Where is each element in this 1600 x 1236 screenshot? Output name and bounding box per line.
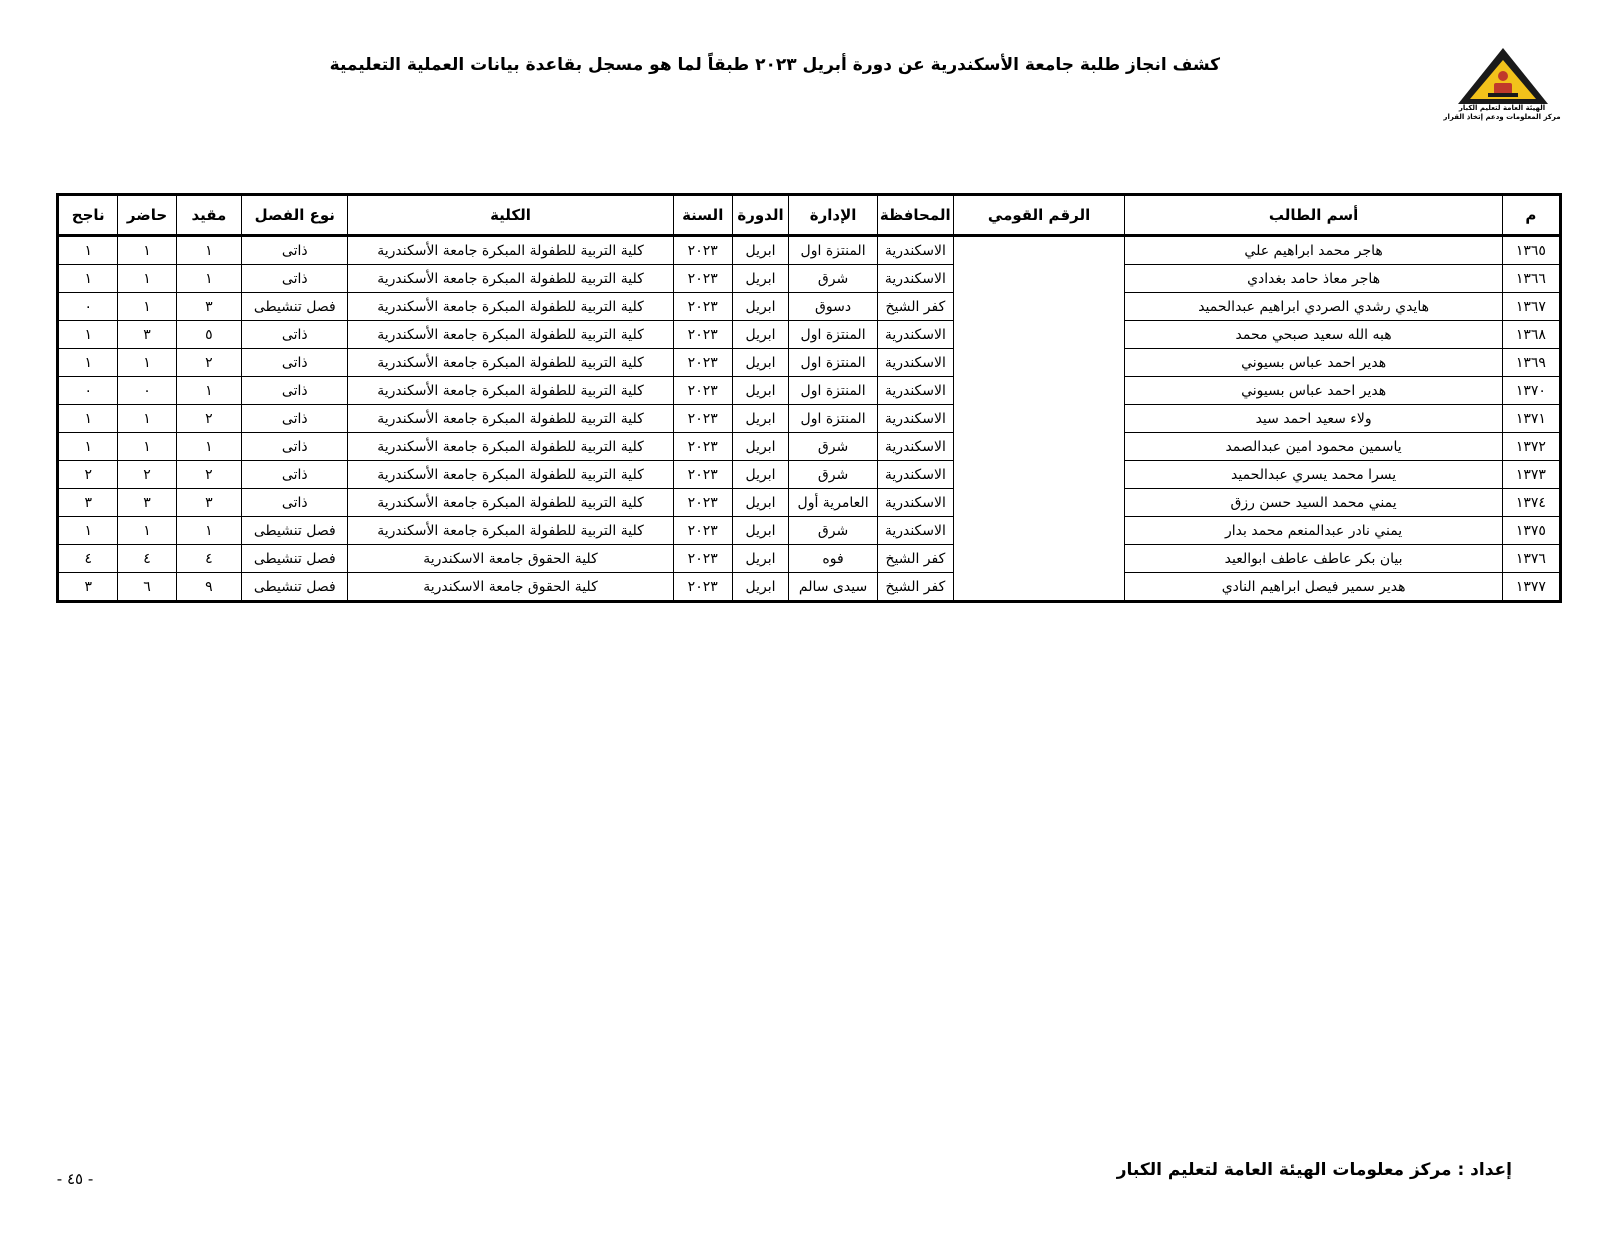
cell-college: كلية التربية للطفولة المبكرة جامعة الأسكندرية [348,405,673,433]
cell-class-type: ذاتى [242,349,348,377]
cell-administration: شرق [789,265,878,293]
cell-session: ابريل [732,405,788,433]
cell-passed: ١ [58,433,118,461]
cell-national-id [953,377,1125,405]
cell-serial: ١٣٦٥ [1502,236,1560,265]
cell-governorate: الاسكندرية [878,461,954,489]
cell-governorate: الاسكندرية [878,433,954,461]
cell-session: ابريل [732,321,788,349]
cell-governorate: الاسكندرية [878,517,954,545]
header-registered: مقيد [176,195,241,236]
cell-administration: المنتزة اول [789,236,878,265]
cell-present: ٦ [118,573,176,602]
header-session: الدورة [732,195,788,236]
table-row [58,461,1561,489]
cell-administration: العامرية أول [789,489,878,517]
cell-serial: ١٣٧٢ [1502,433,1560,461]
cell-serial: ١٣٧٤ [1502,489,1560,517]
cell-class-type: ذاتى [242,265,348,293]
cell-student-name: يمني نادر عبدالمنعم محمد بدار [1125,517,1502,545]
table-row [58,293,1561,321]
cell-governorate: كفر الشيخ [878,293,954,321]
cell-class-type: ذاتى [242,405,348,433]
cell-administration: دسوق [789,293,878,321]
cell-passed: ١ [58,236,118,265]
cell-registered: ٥ [176,321,241,349]
header-national-id: الرقم القومي [953,195,1125,236]
cell-student-name: ياسمين محمود امين عبدالصمد [1125,433,1502,461]
cell-registered: ٣ [176,293,241,321]
cell-present: ١ [118,517,176,545]
cell-serial: ١٣٦٦ [1502,265,1560,293]
cell-registered: ١ [176,517,241,545]
table-row [58,517,1561,545]
table-row [58,321,1561,349]
cell-class-type: فصل تنشيطى [242,573,348,602]
cell-class-type: فصل تنشيطى [242,293,348,321]
header-governorate: المحافظة [878,195,954,236]
footer-credit: إعداد : مركز معلومات الهيئة العامة لتعليم الكبار [1116,1160,1512,1180]
cell-college: كلية التربية للطفولة المبكرة جامعة الأسكندرية [348,265,673,293]
cell-registered: ٤ [176,545,241,573]
cell-student-name: هبه الله سعيد صبحي محمد [1125,321,1502,349]
cell-administration: المنتزة اول [789,377,878,405]
cell-passed: ٣ [58,489,118,517]
table-header-row [58,195,1561,236]
cell-college: كلية التربية للطفولة المبكرة جامعة الأسكندرية [348,461,673,489]
cell-year: ٢٠٢٣ [673,461,732,489]
cell-passed: ٠ [58,293,118,321]
cell-college: كلية التربية للطفولة المبكرة جامعة الأسكندرية [348,293,673,321]
cell-passed: ١ [58,349,118,377]
table-row [58,265,1561,293]
cell-student-name: هاجر محمد ابراهيم علي [1125,236,1502,265]
cell-serial: ١٣٦٩ [1502,349,1560,377]
cell-serial: ١٣٧٦ [1502,545,1560,573]
cell-student-name: ولاء سعيد احمد سيد [1125,405,1502,433]
cell-college: كلية التربية للطفولة المبكرة جامعة الأسكندرية [348,489,673,517]
cell-serial: ١٣٧٠ [1502,377,1560,405]
cell-registered: ١ [176,236,241,265]
cell-session: ابريل [732,377,788,405]
table-row [58,236,1561,265]
page-number: - ٤٥ - [56,1170,94,1188]
cell-present: ٠ [118,377,176,405]
cell-registered: ٢ [176,349,241,377]
cell-session: ابريل [732,349,788,377]
cell-administration: المنتزة اول [789,321,878,349]
table-row [58,349,1561,377]
header-serial: م [1502,195,1560,236]
cell-present: ٣ [118,321,176,349]
header-year: السنة [673,195,732,236]
cell-present: ١ [118,236,176,265]
cell-registered: ٢ [176,461,241,489]
cell-year: ٢٠٢٣ [673,349,732,377]
cell-year: ٢٠٢٣ [673,377,732,405]
cell-serial: ١٣٦٧ [1502,293,1560,321]
cell-college: كلية التربية للطفولة المبكرة جامعة الأسكندرية [348,349,673,377]
cell-present: ١ [118,433,176,461]
header-class-type: نوع الفصل [242,195,348,236]
cell-session: ابريل [732,545,788,573]
cell-student-name: بيان بكر عاطف عاطف ابوالعيد [1125,545,1502,573]
cell-national-id [953,545,1125,573]
cell-present: ٣ [118,489,176,517]
cell-session: ابريل [732,433,788,461]
cell-administration: شرق [789,461,878,489]
cell-national-id [953,349,1125,377]
cell-governorate: الاسكندرية [878,236,954,265]
cell-class-type: ذاتى [242,489,348,517]
cell-governorate: الاسكندرية [878,265,954,293]
cell-session: ابريل [732,293,788,321]
cell-administration: المنتزة اول [789,405,878,433]
cell-year: ٢٠٢٣ [673,405,732,433]
cell-year: ٢٠٢٣ [673,517,732,545]
cell-passed: ١ [58,405,118,433]
cell-college: كلية التربية للطفولة المبكرة جامعة الأسكندرية [348,433,673,461]
cell-passed: ١ [58,517,118,545]
cell-national-id [953,236,1125,265]
cell-student-name: هدير احمد عباس بسيوني [1125,377,1502,405]
logo-caption-line1: الهيئة العامة لتعليم الكبار [1458,104,1546,112]
cell-administration: شرق [789,433,878,461]
cell-present: ٢ [118,461,176,489]
cell-class-type: فصل تنشيطى [242,545,348,573]
cell-governorate: كفر الشيخ [878,545,954,573]
cell-national-id [953,321,1125,349]
cell-session: ابريل [732,489,788,517]
logo-figure-head [1498,71,1508,81]
cell-session: ابريل [732,461,788,489]
cell-college: كلية التربية للطفولة المبكرة جامعة الأسكندرية [348,377,673,405]
cell-registered: ٩ [176,573,241,602]
cell-present: ١ [118,293,176,321]
cell-college: كلية الحقوق جامعة الاسكندرية [348,573,673,602]
cell-administration: فوه [789,545,878,573]
cell-student-name: يمني محمد السيد حسن رزق [1125,489,1502,517]
cell-governorate: الاسكندرية [878,377,954,405]
cell-class-type: ذاتى [242,461,348,489]
cell-class-type: ذاتى [242,433,348,461]
table-row [58,433,1561,461]
cell-governorate: كفر الشيخ [878,573,954,602]
cell-year: ٢٠٢٣ [673,573,732,602]
page-title: كشف انجاز طلبة جامعة الأسكندرية عن دورة أبريل ٢٠٢٣ طبقاً لما هو مسجل بقاعدة بيانات العملية التعليمية [329,55,1220,75]
logo-caption [1442,104,1562,122]
table-row [58,489,1561,517]
cell-registered: ١ [176,265,241,293]
cell-serial: ١٣٦٨ [1502,321,1560,349]
cell-student-name: يسرا محمد يسري عبدالحميد [1125,461,1502,489]
cell-session: ابريل [732,573,788,602]
cell-year: ٢٠٢٣ [673,265,732,293]
cell-student-name: هدير احمد عباس بسيوني [1125,349,1502,377]
cell-passed: ٢ [58,461,118,489]
cell-student-name: هايدي رشدي الصردي ابراهيم عبدالحميد [1125,293,1502,321]
cell-class-type: ذاتى [242,321,348,349]
cell-governorate: الاسكندرية [878,349,954,377]
cell-serial: ١٣٧٣ [1502,461,1560,489]
cell-student-name: هاجر معاذ حامد بغدادي [1125,265,1502,293]
cell-serial: ١٣٧٥ [1502,517,1560,545]
cell-serial: ١٣٧١ [1502,405,1560,433]
cell-passed: ١ [58,321,118,349]
header-student-name: أسم الطالب [1125,195,1502,236]
cell-administration: شرق [789,517,878,545]
cell-year: ٢٠٢٣ [673,545,732,573]
cell-national-id [953,489,1125,517]
cell-governorate: الاسكندرية [878,405,954,433]
logo-book [1488,93,1518,97]
table-row [58,545,1561,573]
cell-registered: ٣ [176,489,241,517]
header-administration: الإدارة [789,195,878,236]
cell-year: ٢٠٢٣ [673,433,732,461]
cell-college: كلية التربية للطفولة المبكرة جامعة الأسكندرية [348,517,673,545]
cell-passed: ٤ [58,545,118,573]
cell-year: ٢٠٢٣ [673,489,732,517]
cell-registered: ٢ [176,405,241,433]
cell-registered: ١ [176,433,241,461]
cell-session: ابريل [732,265,788,293]
cell-serial: ١٣٧٧ [1502,573,1560,602]
cell-national-id [953,265,1125,293]
header-passed: ناجح [58,195,118,236]
header-college: الكلية [348,195,673,236]
cell-administration: سيدى سالم [789,573,878,602]
table-row [58,573,1561,602]
logo-caption-line2: مركز المعلومات ودعم إتخاذ القرار [1443,113,1561,121]
cell-registered: ١ [176,377,241,405]
cell-national-id [953,433,1125,461]
cell-year: ٢٠٢٣ [673,293,732,321]
cell-national-id [953,293,1125,321]
cell-national-id [953,573,1125,602]
cell-college: كلية التربية للطفولة المبكرة جامعة الأسكندرية [348,321,673,349]
cell-present: ١ [118,349,176,377]
cell-class-type: ذاتى [242,236,348,265]
cell-present: ٤ [118,545,176,573]
cell-class-type: فصل تنشيطى [242,517,348,545]
cell-class-type: ذاتى [242,377,348,405]
cell-year: ٢٠٢٣ [673,236,732,265]
cell-year: ٢٠٢٣ [673,321,732,349]
table-row [58,377,1561,405]
results-table [56,193,1562,603]
cell-passed: ١ [58,265,118,293]
cell-college: كلية الحقوق جامعة الاسكندرية [348,545,673,573]
cell-college: كلية التربية للطفولة المبكرة جامعة الأسكندرية [348,236,673,265]
cell-student-name: هدير سمير فيصل ابراهيم النادي [1125,573,1502,602]
cell-present: ١ [118,405,176,433]
cell-national-id [953,517,1125,545]
cell-passed: ٠ [58,377,118,405]
cell-session: ابريل [732,236,788,265]
header-present: حاضر [118,195,176,236]
table-row [58,405,1561,433]
cell-governorate: الاسكندرية [878,489,954,517]
cell-national-id [953,461,1125,489]
cell-administration: المنتزة اول [789,349,878,377]
cell-passed: ٣ [58,573,118,602]
cell-session: ابريل [732,517,788,545]
cell-governorate: الاسكندرية [878,321,954,349]
cell-present: ١ [118,265,176,293]
cell-national-id [953,405,1125,433]
